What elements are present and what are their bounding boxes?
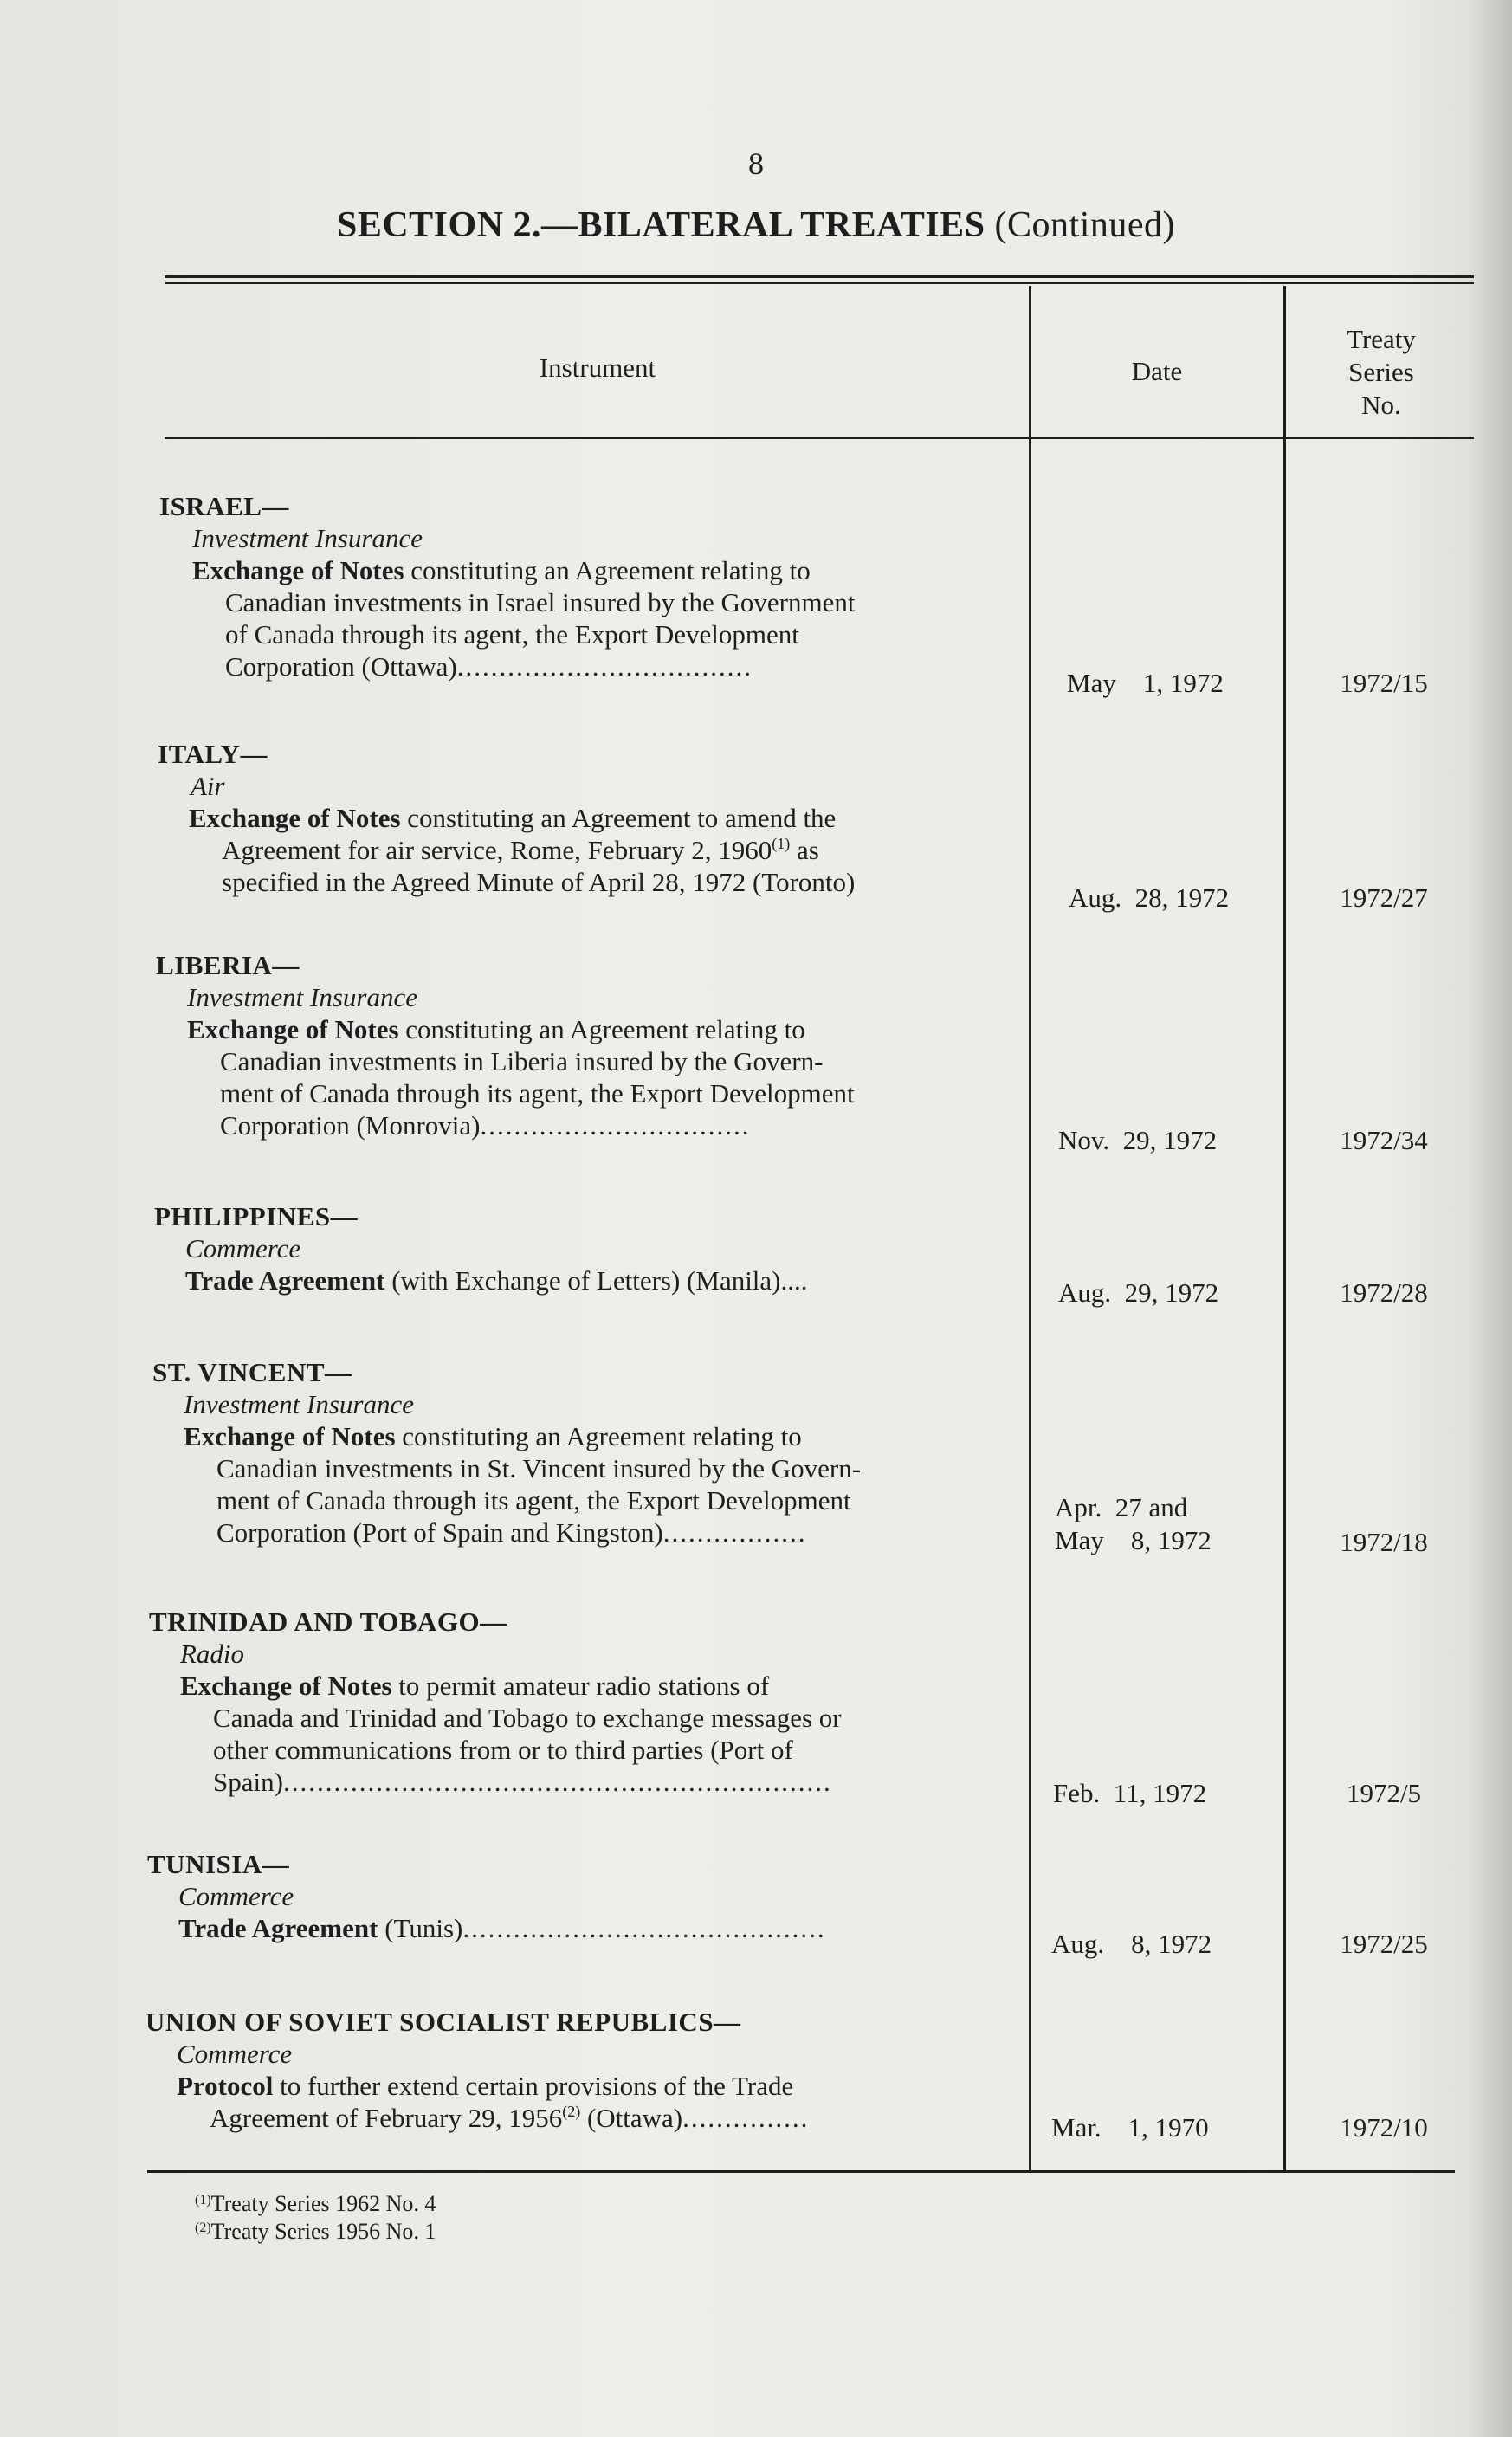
footnote-text: Treaty Series 1962 No. 4: [210, 2191, 436, 2216]
section-title-main: SECTION 2.—BILATERAL TREATIES: [336, 205, 985, 245]
description-text: to permit amateur radio stations of: [391, 1671, 770, 1701]
country-name: ITALY—: [158, 739, 268, 769]
treaty-entry-philippines: [154, 1200, 1029, 1296]
treaty-series-number: 1972/25: [1340, 1929, 1428, 1959]
treaty-subject: Investment Insurance: [192, 523, 423, 553]
treaty-series-number: 1972/27: [1340, 882, 1428, 913]
date-column-divider: [1029, 286, 1031, 2172]
footnote-reference: (1): [772, 835, 791, 852]
description-last-line: [177, 2102, 1029, 2134]
description-last-line: [180, 1766, 1029, 1798]
treaty-description: [156, 1013, 1029, 1141]
page-number: 8: [748, 146, 764, 181]
country-name: ISRAEL—: [159, 491, 289, 521]
table-top-rule-2: [165, 282, 1474, 284]
treaty-date-line1: Apr. 27 and: [1055, 1492, 1188, 1522]
description-line: ment of Canada through its agent, the Export Development: [220, 1078, 855, 1109]
description-text: constituting an Agreement relating to: [395, 1421, 802, 1451]
treaty-subject: Radio: [180, 1639, 245, 1669]
treaty-entry-ussr: [145, 2006, 1029, 2134]
instrument-type: Trade Agreement: [178, 1913, 378, 1943]
treaty-subject: Air: [191, 771, 225, 801]
treaty-description: [147, 1912, 1029, 1944]
dot-leader: .................................................................: [282, 1767, 832, 1797]
instrument-type: Exchange of Notes: [187, 1014, 399, 1044]
description-text: constituting an Agreement relating to: [398, 1014, 805, 1044]
last-line-text: Corporation (Port of Spain and Kingston): [216, 1517, 663, 1548]
footnote-mark: (2): [195, 2220, 211, 2235]
treaty-series-number: 1972/10: [1340, 2112, 1428, 2143]
column-header-date: Date: [1131, 356, 1183, 386]
treaty-subject: Investment Insurance: [187, 982, 417, 1012]
treaty-date: Aug. 29, 1972: [1058, 1277, 1219, 1308]
country-name: PHILIPPINES—: [154, 1201, 359, 1231]
treaty-series-number: 1972/28: [1340, 1277, 1428, 1308]
treaty-entry-tunisia: [147, 1848, 1029, 1944]
footnote-mark: (1): [195, 2193, 211, 2208]
dot-leader: ................................: [480, 1110, 751, 1141]
description-line: Canadian investments in Israel insured by the Government: [225, 587, 856, 617]
treaty-description: [158, 802, 1029, 898]
line-text-after: (Ottawa): [580, 2103, 683, 2133]
description-text: constituting an Agreement to amend the: [400, 803, 837, 833]
description-text: to further extend certain provisions of the Trade: [273, 2071, 794, 2101]
dot-leader: ...........................................: [462, 1913, 826, 1943]
column-header-series: [1286, 323, 1476, 422]
treaty-entry-israel: [159, 490, 1029, 682]
description-text: constituting an Agreement relating to: [404, 555, 811, 585]
treaty-description: [159, 554, 1029, 682]
treaty-description: [154, 1264, 1029, 1296]
dot-leader: .................: [662, 1517, 807, 1548]
treaty-date: Aug. 8, 1972: [1051, 1929, 1212, 1959]
last-line-text: Agreement of February 29, 1956: [210, 2103, 563, 2133]
treaty-entry-trinidad-tobago: [149, 1606, 1029, 1798]
description-text: (with Exchange of Letters) (Manila)....: [384, 1265, 808, 1296]
instrument-type: Exchange of Notes: [192, 555, 404, 585]
treaty-series-number: 1972/5: [1346, 1778, 1422, 1808]
description-line: of Canada through its agent, the Export Development: [225, 619, 799, 650]
treaty-date: May 1, 1972: [1067, 668, 1224, 698]
treaty-date: Feb. 11, 1972: [1053, 1778, 1207, 1808]
treaty-subject: Commerce: [178, 1881, 294, 1911]
country-name: UNION OF SOVIET SOCIALIST REPUBLICS—: [145, 2007, 741, 2037]
description-text: (Tunis): [378, 1913, 463, 1943]
treaty-date: Aug. 28, 1972: [1069, 882, 1230, 913]
instrument-type: Trade Agreement: [185, 1265, 385, 1296]
description-line: Canadian investments in Liberia insured by the Govern-: [220, 1046, 824, 1076]
last-line-text: Corporation (Ottawa): [225, 651, 457, 682]
column-header-instrument: Instrument: [539, 352, 656, 383]
description-last-line: [184, 1516, 1029, 1548]
line-text-after: as: [790, 835, 819, 865]
treaty-entry-st-vincent: [152, 1356, 1029, 1548]
footnote-1: [195, 2191, 436, 2217]
instrument-type: Exchange of Notes: [189, 803, 401, 833]
treaty-description: [149, 1670, 1029, 1798]
series-header-line1: Treaty: [1347, 324, 1416, 354]
treaty-subject: Commerce: [185, 1233, 301, 1264]
country-name: TUNISIA—: [147, 1849, 290, 1879]
treaty-description: [145, 2070, 1029, 2134]
treaty-description: [152, 1420, 1029, 1548]
line-text: Agreement for air service, Rome, February 2, 1960: [222, 835, 772, 865]
treaty-date: May 8, 1972: [1055, 1525, 1212, 1555]
table-bottom-rule: [147, 2170, 1455, 2173]
treaty-entry-italy: [158, 738, 1029, 898]
header-bottom-rule: [165, 437, 1474, 439]
treaty-series-number: 1972/15: [1340, 668, 1428, 698]
description-last-line: [192, 650, 1029, 682]
treaty-subject: Commerce: [177, 2039, 293, 2069]
treaty-series-number: 1972/34: [1340, 1125, 1428, 1155]
table-top-rule: [165, 275, 1474, 278]
description-line: other communications from or to third parties (Port of: [213, 1735, 793, 1765]
description-last-line: specified in the Agreed Minute of April 28, 1972 (Toronto): [222, 867, 856, 897]
treaty-date: Nov. 29, 1972: [1058, 1125, 1218, 1155]
description-line: ment of Canada through its agent, the Export Development: [216, 1485, 851, 1516]
last-line-text: Spain): [213, 1767, 283, 1797]
country-name: LIBERIA—: [156, 950, 300, 980]
description-line: [189, 834, 1029, 866]
footnote-reference: (2): [562, 2103, 581, 2120]
dot-leader: ...................................: [456, 651, 753, 682]
instrument-type: Exchange of Notes: [180, 1671, 392, 1701]
treaty-subject: Investment Insurance: [184, 1389, 414, 1419]
treaty-date: Mar. 1, 1970: [1051, 2112, 1209, 2143]
section-title: [0, 204, 1512, 246]
series-header-line3: No.: [1361, 390, 1401, 420]
description-last-line: [187, 1109, 1029, 1141]
instrument-type: Protocol: [177, 2071, 274, 2101]
series-column-divider: [1283, 286, 1286, 2172]
dot-leader: ...............: [682, 2103, 810, 2133]
country-name: ST. VINCENT—: [152, 1357, 352, 1387]
section-title-continued: (Continued): [985, 205, 1176, 245]
treaty-series-number: 1972/18: [1340, 1527, 1428, 1557]
footnote-2: [195, 2219, 436, 2245]
instrument-type: Exchange of Notes: [184, 1421, 396, 1451]
description-line: Canada and Trinidad and Tobago to exchange messages or: [213, 1703, 842, 1733]
description-line: Canadian investments in St. Vincent insured by the Govern-: [216, 1453, 862, 1484]
footnote-text: Treaty Series 1956 No. 1: [210, 2219, 436, 2244]
country-name: TRINIDAD AND TOBAGO—: [149, 1606, 507, 1637]
treaty-entry-liberia: [156, 949, 1029, 1141]
last-line-text: Corporation (Monrovia): [220, 1110, 481, 1141]
series-header-line2: Series: [1348, 357, 1414, 387]
